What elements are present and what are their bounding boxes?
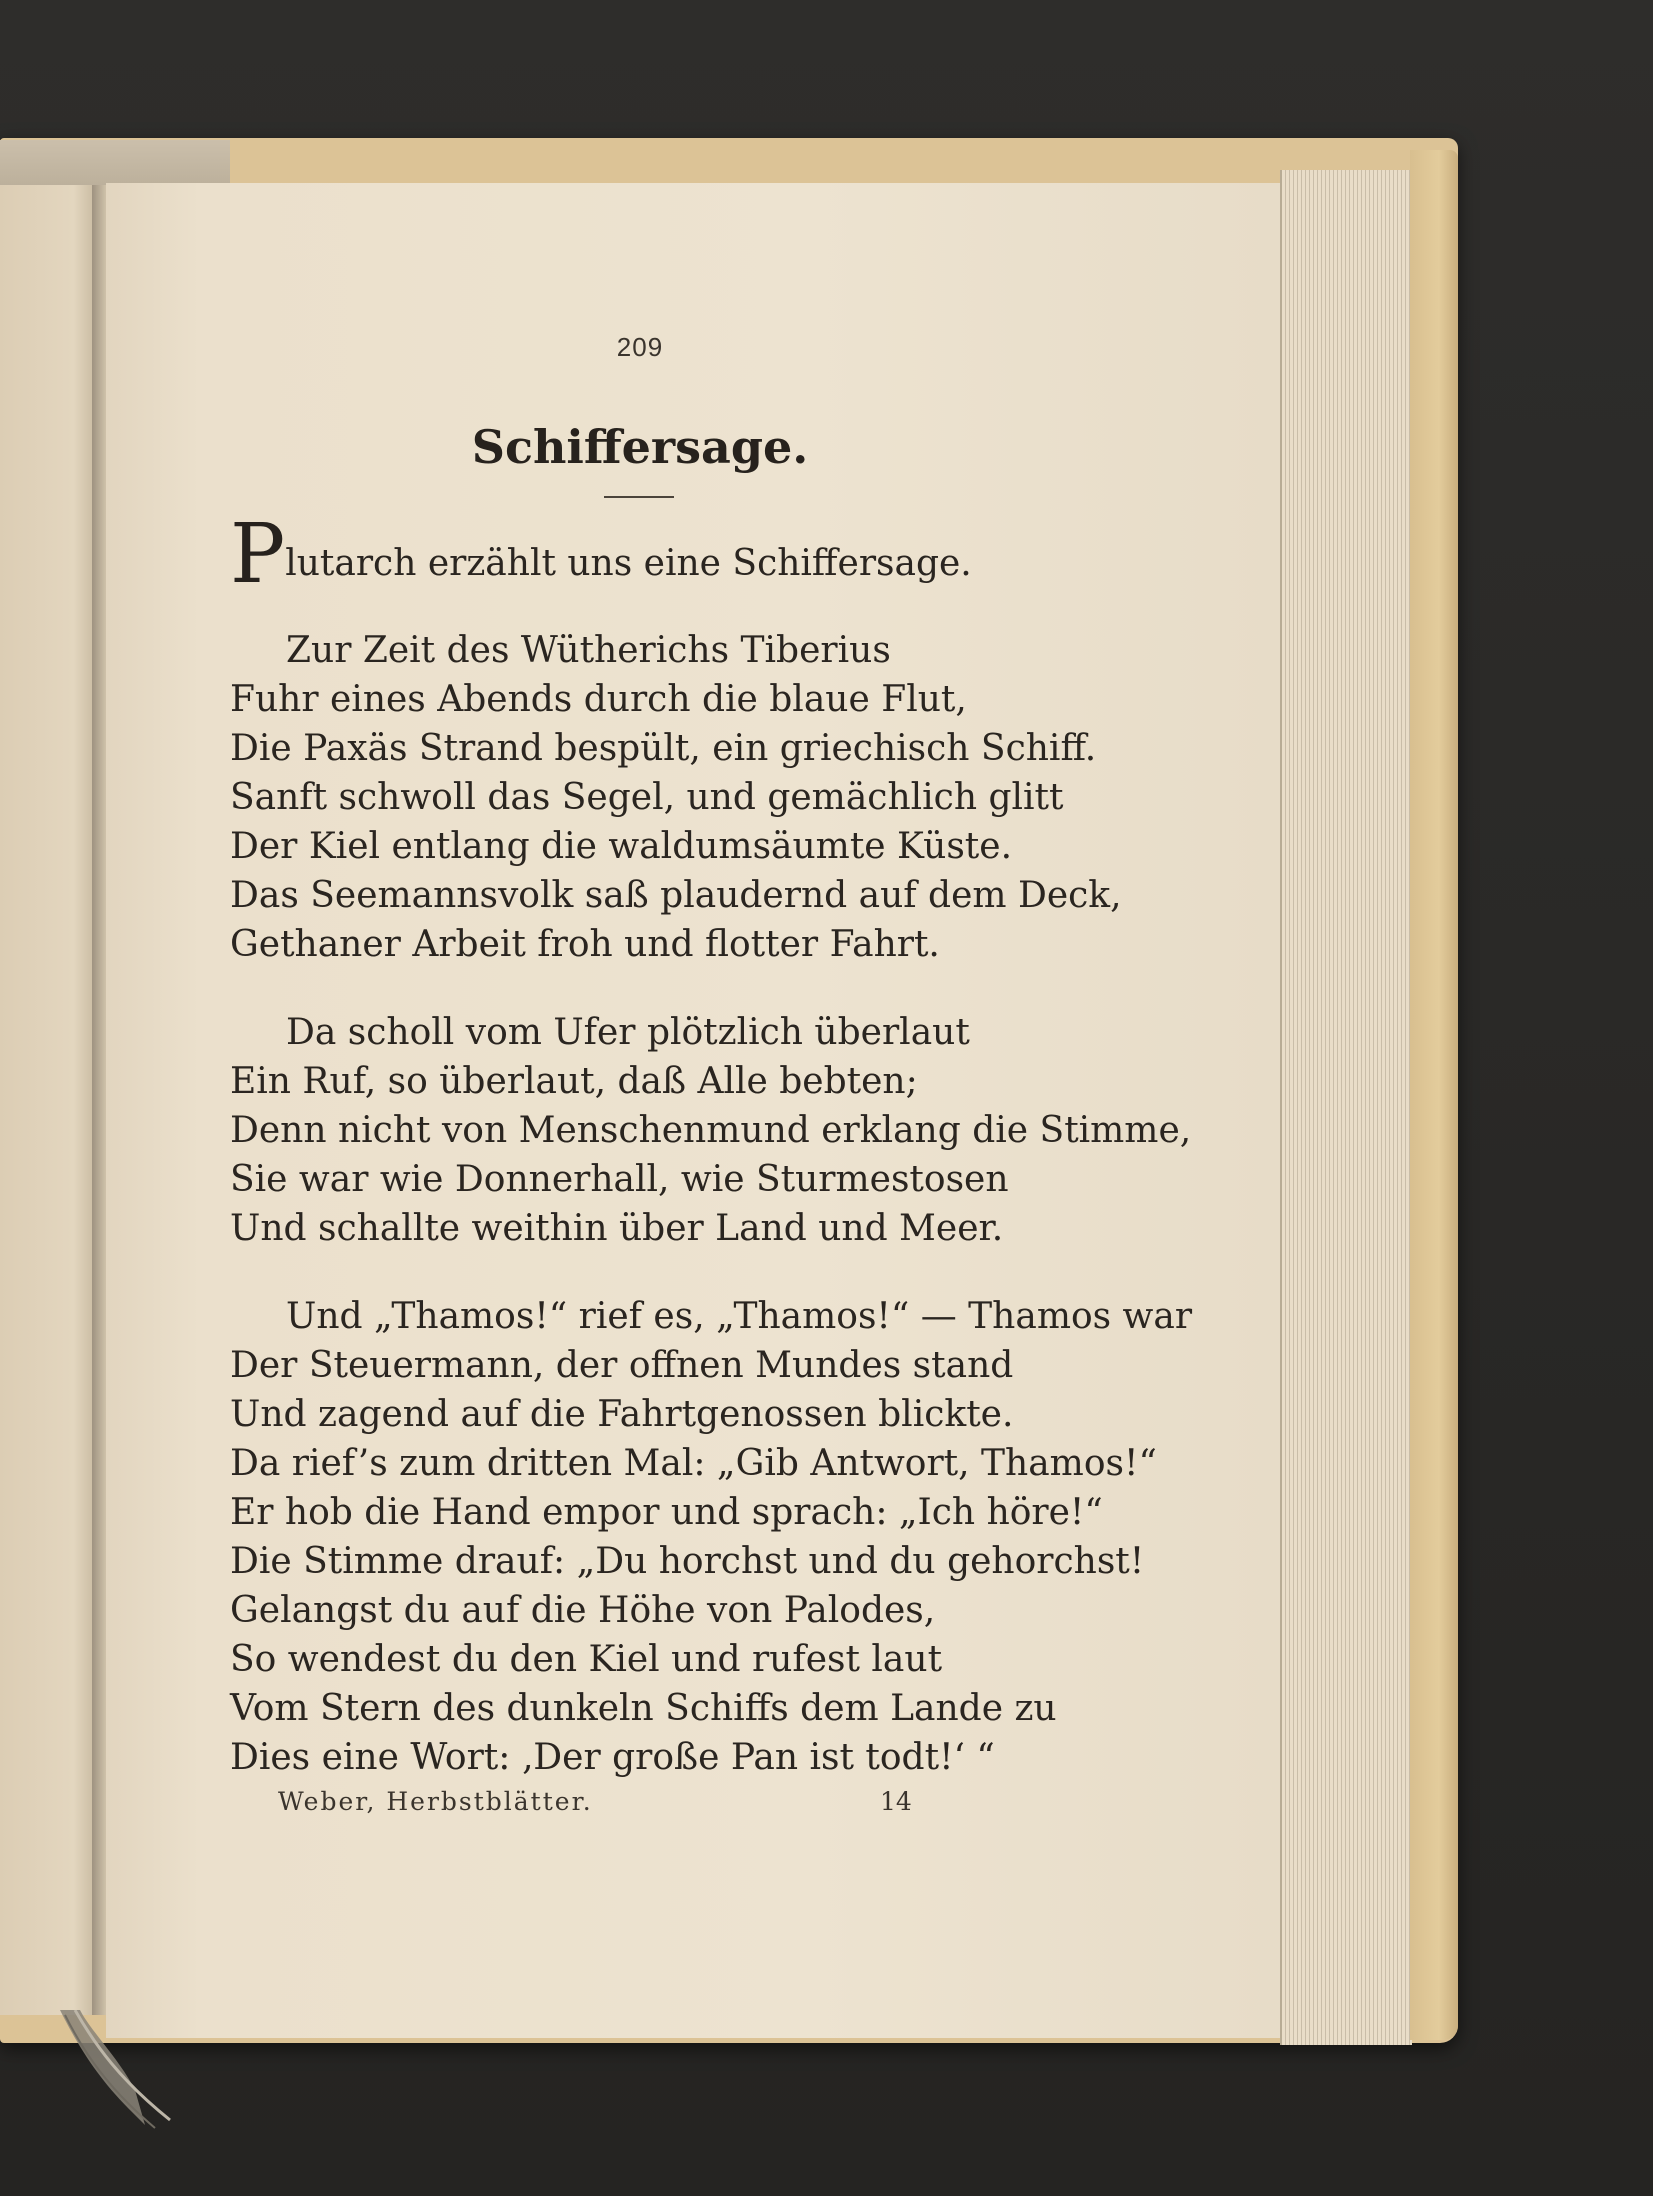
drop-cap: P [230,507,286,602]
verse-line: Da rief’s zum dritten Mal: „Gib Antwort, Thamos!“ [230,1443,1157,1484]
stanza-2 [230,1008,1192,1253]
verse-line: Ein Ruf, so überlaut, daß Alle bebten; [230,1061,918,1102]
verse-line: Zur Zeit des Wütherichs Tiberius [286,630,891,671]
verse-line: Da scholl vom Ufer plötzlich überlaut [286,1012,970,1053]
verse-line: Der Kiel entlang die waldumsäumte Küste. [230,826,1013,867]
opening-line-text: lutarch erzählt uns eine Schiffersage. [285,543,972,584]
title-divider [604,496,674,498]
verse-line: Und schallte weithin über Land und Meer. [230,1208,1004,1249]
verse-line: So wendest du den Kiel und rufest laut [230,1639,943,1680]
verse-line: Denn nicht von Menschenmund erklang die Stimme, [230,1110,1192,1151]
verse-line: Sanft schwoll das Segel, und gemächlich glitt [230,777,1064,818]
verse-line: Sie war wie Donnerhall, wie Sturmestosen [230,1159,1009,1200]
verse-line: Und „Thamos!“ rief es, „Thamos!“ — Thamos war [286,1296,1193,1337]
stanza-3 [230,1292,1193,1782]
verse-line: Er hob die Hand empor und sprach: „Ich höre!“ [230,1492,1103,1533]
verse-line: Gelangst du auf die Höhe von Palodes, [230,1590,936,1631]
poem-title: Schiffersage. [471,420,809,474]
verse-line: Vom Stern des dunkeln Schiffs dem Lande zu [230,1688,1057,1729]
verse-line: Das Seemannsvolk saß plaudernd auf dem Deck, [230,875,1122,916]
verse-line: Gethaner Arbeit froh und flotter Fahrt. [230,924,940,965]
opening-line [230,507,1130,602]
verse-line: Die Stimme drauf: „Du horchst und du gehorchst! [230,1541,1145,1582]
verse-line: Dies eine Wort: ‚Der große Pan ist todt!‘ “ [230,1737,995,1778]
verse-line: Der Steuermann, der offnen Mundes stand [230,1345,1014,1386]
page-number: 209 [616,332,664,362]
footer-signature: Weber, Herbstblätter. [278,1787,593,1816]
verse-line: Die Paxäs Strand bespült, ein griechisch Schiff. [230,728,1097,769]
verse-line: Fuhr eines Abends durch die blaue Flut, [230,679,967,720]
verse-line: Und zagend auf die Fahrtgenossen blickte. [230,1394,1014,1435]
footer-sheet-number: 14 [880,1787,912,1816]
stanza-1 [230,626,1122,969]
